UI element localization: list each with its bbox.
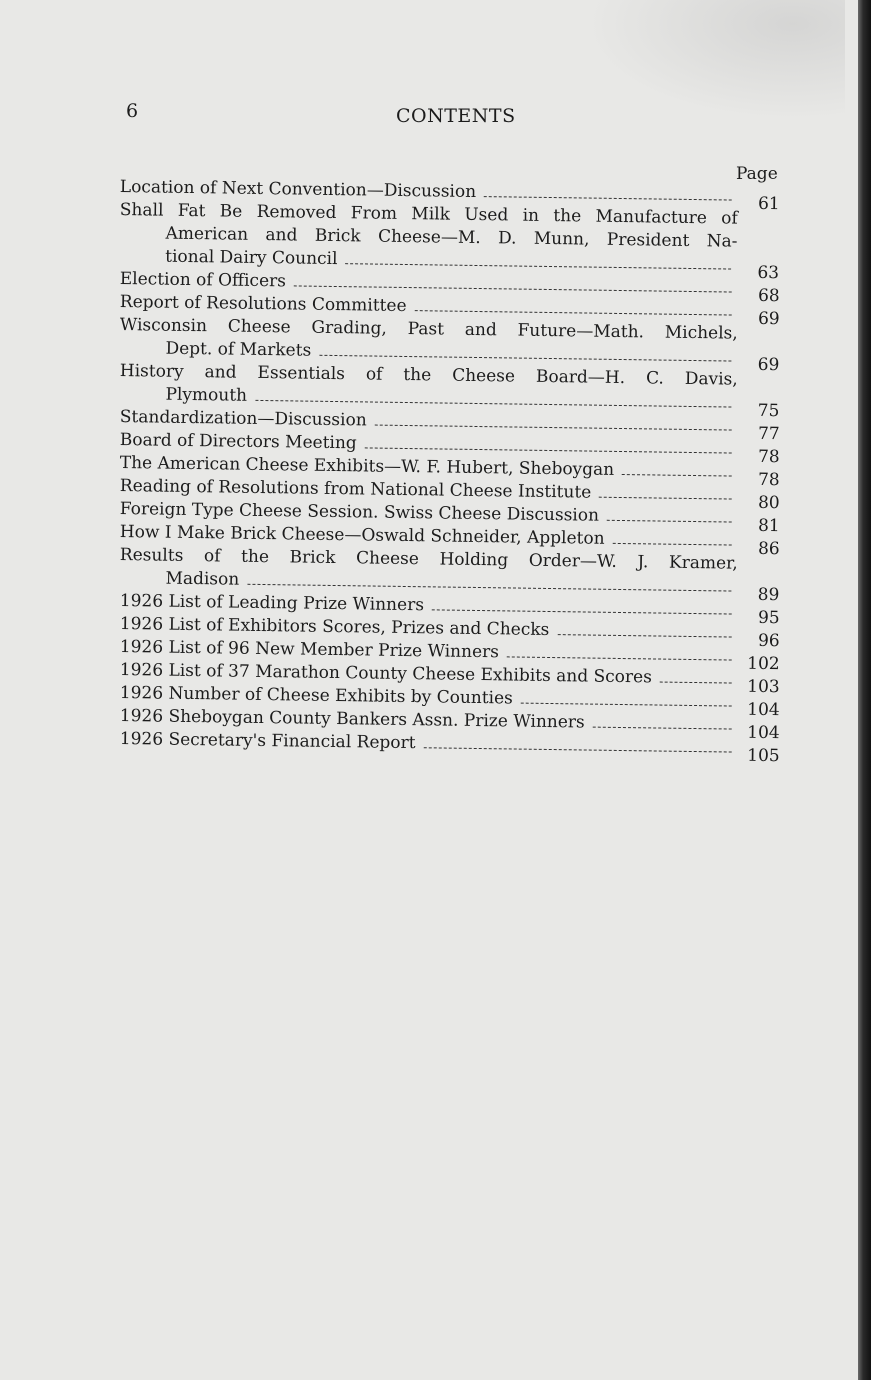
toc-entry-title: tional Dairy Council: [165, 246, 338, 270]
toc-entry-title: 1926 Secretary's Financial Report: [119, 728, 416, 754]
toc-entry-page: 95: [757, 607, 780, 629]
toc-entry-page: 63: [757, 262, 780, 284]
dot-leader: [613, 542, 732, 546]
toc-entry-title: Reading of Resolutions from National Cheese Institute: [119, 475, 592, 503]
dot-leader: [365, 446, 732, 453]
toc-entry-page: 75: [757, 400, 780, 422]
toc-entry-page: 104: [747, 699, 780, 721]
toc-entry-page: 78: [757, 446, 780, 468]
toc-entry-title: Shall Fat Be Removed From Milk Used in the Manufacture of: [119, 199, 738, 229]
toc-entry-title: The American Cheese Exhibits—W. F. Hubert, Sheboygan: [119, 452, 615, 480]
dot-leader: [319, 354, 731, 362]
toc-entry-title: History and Essentials of the Cheese Board—H. C. Davis,: [119, 360, 738, 390]
toc-entry-page: 61: [757, 193, 780, 215]
toc-entry-title: Results of the Brick Cheese Holding Order—W. J. Kramer,: [119, 544, 738, 574]
page-number: 6: [126, 100, 139, 122]
dot-leader: [557, 633, 731, 637]
page-title: CONTENTS: [396, 105, 516, 127]
toc-entry-page: 105: [747, 745, 780, 767]
toc-entry-title: Election of Officers: [119, 268, 287, 292]
dot-leader: [593, 726, 732, 730]
dot-leader: [607, 519, 732, 523]
toc-entry-title: 1926 List of 37 Marathon County Cheese Exhibits and Scores: [119, 659, 653, 688]
dot-leader: [599, 496, 732, 500]
toc-entry-page: 78: [757, 469, 780, 491]
toc-entry-title: Report of Resolutions Committee: [119, 291, 407, 317]
dot-leader: [507, 655, 732, 660]
toc-entry-title: Foreign Type Cheese Session. Swiss Cheese Discussion: [119, 498, 600, 526]
toc-entry-title: 1926 List of Leading Prize Winners: [119, 590, 425, 616]
dot-leader: [415, 309, 732, 315]
toc-entry-page: 69: [757, 308, 780, 330]
toc-entry-title: Wisconsin Cheese Grading, Past and Future—Math. Michels,: [119, 314, 738, 344]
dot-leader: [345, 262, 731, 269]
dot-leader: [294, 284, 732, 292]
toc-entry-title: 1926 Number of Cheese Exhibits by Counties: [119, 682, 513, 709]
toc-entry-title: 1926 List of 96 New Member Prize Winners: [119, 636, 500, 663]
toc-entry-title: 1926 Sheboygan County Bankers Assn. Prize Winners: [119, 705, 585, 733]
toc-entry-page: 80: [757, 492, 780, 514]
dot-leader: [423, 746, 731, 752]
page-edge-shadow: [858, 0, 871, 1380]
toc-entry-page: 102: [747, 653, 780, 675]
dot-leader: [660, 681, 732, 684]
toc-entry-page: 89: [757, 584, 780, 606]
toc-entry-page: 103: [747, 676, 780, 698]
page-column-label: Page: [736, 164, 778, 184]
toc-entry-title: Madison: [165, 568, 240, 590]
dot-leader: [484, 195, 732, 200]
toc-entry-page: 81: [757, 515, 780, 537]
toc-entry-page: 77: [757, 423, 780, 445]
dot-leader: [432, 608, 732, 614]
toc-entry-page: 86: [757, 538, 780, 560]
toc-entry-title: 1926 List of Exhibitors Scores, Prizes and Checks: [119, 613, 550, 640]
toc-entry-title: How I Make Brick Cheese—Oswald Schneider, Appleton: [119, 521, 605, 549]
toc-entry-title: Board of Directors Meeting: [119, 429, 357, 454]
dot-leader: [255, 399, 731, 408]
toc-entry-title: Location of Next Convention—Discussion: [119, 176, 477, 202]
dot-leader: [521, 702, 732, 707]
toc-entry-page: 104: [747, 722, 780, 744]
dot-leader: [247, 583, 731, 592]
toc-entry-title: Dept. of Markets: [165, 338, 312, 361]
toc-entry-page: 96: [757, 630, 780, 652]
dot-leader: [375, 424, 732, 431]
dot-leader: [622, 473, 732, 477]
toc-entry-title: American and Brick Cheese—M. D. Munn, President Na-: [165, 223, 738, 252]
toc-entry-page: 69: [757, 354, 780, 376]
toc-entry-title: Plymouth: [165, 384, 248, 406]
toc-entry-title: Standardization—Discussion: [119, 406, 367, 431]
toc-entry-page: 68: [757, 285, 780, 307]
